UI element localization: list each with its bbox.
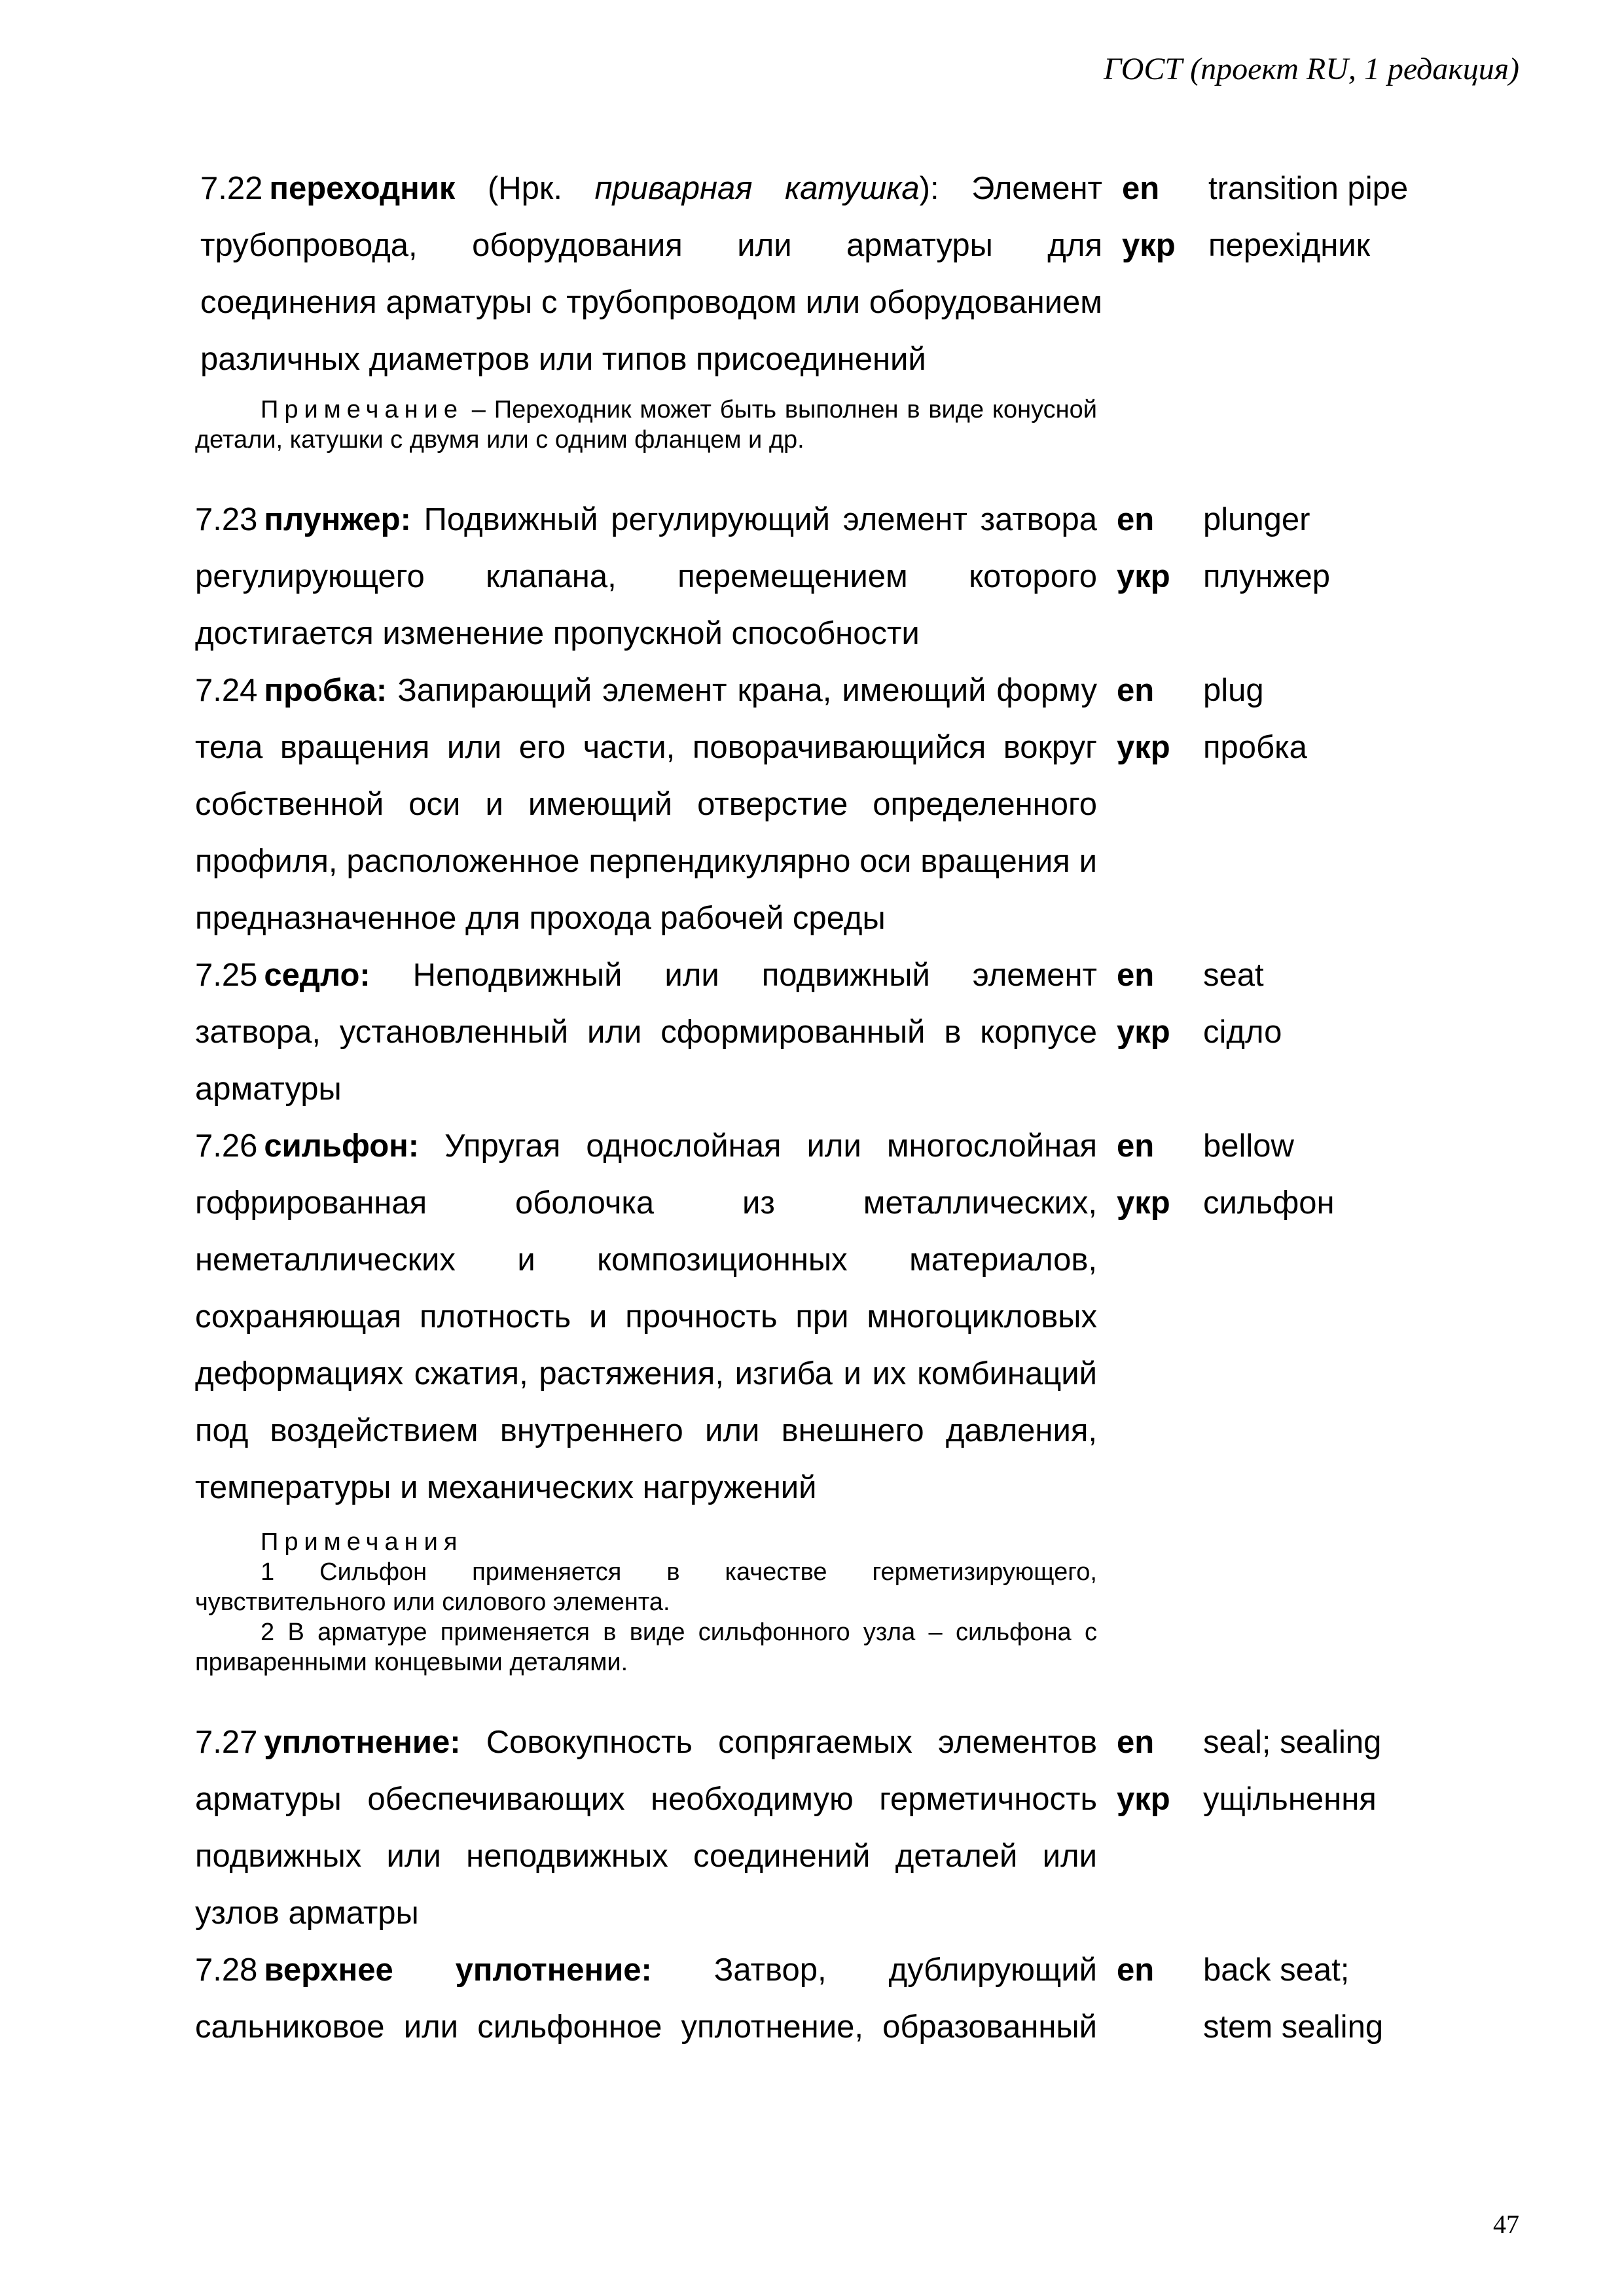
translation-ukr: плунжер [1203, 559, 1330, 594]
lang-en: en [1117, 1725, 1155, 1760]
page-number: 47 [1493, 2210, 1519, 2239]
translations [1208, 160, 1523, 388]
entry-definition-text: Неподвижный или подвижный элемент затвора, установленный или сформированный в корпусе арматуры [195, 958, 1097, 1107]
note-7-22 [195, 395, 1097, 455]
entry-7-23 [195, 492, 1530, 662]
translations [1203, 662, 1517, 947]
translations [1203, 1942, 1517, 2056]
lang-ukr: укр [1117, 1782, 1170, 1817]
entry-7-25 [195, 947, 1530, 1118]
entry-definition [195, 1714, 1097, 1942]
entry-definition-text: Элемент трубопровода, оборудования или арматуры для соединения арматуры с трубопроводом или оборудованием различных диаметров или типов присоединений [200, 171, 1103, 377]
lang-ukr: укр [1117, 559, 1170, 594]
lang-ukr: укр [1117, 730, 1170, 765]
entry-7-28 [195, 1942, 1530, 2056]
entry-definition [195, 1118, 1097, 1516]
translation-en: plunger [1203, 502, 1310, 537]
translation-ukr: ущільнення [1203, 1782, 1377, 1817]
entry-term: пробка: [264, 673, 388, 708]
entry-definition-text: Запирающий элемент крана, имеющий форму тела вращения или его части, поворачивающийся вокруг собственной оси и имеющий отверстие определенного профиля, расположенное перпендикулярно оси вращения и предназначенное для прохода рабочей среды [195, 673, 1097, 936]
lang-en: en [1117, 673, 1155, 708]
entry-number: 7.28 [195, 1952, 258, 1988]
lang-en: en [1117, 958, 1155, 993]
translation-en: back seat; [1203, 1952, 1350, 1988]
lang-codes [1122, 160, 1200, 388]
lang-codes [1117, 1942, 1195, 2056]
lang-en: en [1122, 171, 1160, 206]
entry-definition-text: Затвор, дублирующий сальниковое или сильфонное уплотнение, образованный [195, 1952, 1097, 2045]
translation-en: transition pipe [1208, 171, 1409, 206]
lang-ukr: укр [1117, 1185, 1170, 1221]
entry-7-22 [195, 160, 1530, 388]
entry-definition-text: Упругая однослойная или многослойная гофрированная оболочка из металлических, неметаллических и композиционных материалов, сохраняющая плотность и прочность при многоцикловых деформациях сжатия, растяжения, изгиба и их комбинаций под воздействием внутреннего или внешнего давления, температуры и механических нагружений [195, 1128, 1097, 1505]
document-body [195, 160, 1530, 2056]
entry-number: 7.23 [195, 502, 258, 537]
lang-en: en [1117, 1952, 1155, 1988]
entry-deprecated-term: приварная катушка [594, 171, 920, 206]
translation-en: plug [1203, 673, 1264, 708]
translation-ukr: сильфон [1203, 1185, 1335, 1221]
notes-7-26 [195, 1527, 1097, 1677]
translations [1203, 947, 1517, 1118]
entry-7-27 [195, 1714, 1530, 1942]
lang-ukr: укр [1122, 228, 1176, 263]
lang-codes [1117, 1714, 1195, 1942]
entry-definition [195, 492, 1097, 662]
translation-en: seal; sealing [1203, 1725, 1382, 1760]
translation-ukr: пробка [1203, 730, 1307, 765]
lang-en: en [1117, 502, 1155, 537]
entry-definition [195, 1942, 1097, 2056]
note-text: – Переходник может быть выполнен в виде конусной детали, катушки с двумя или с одним фланцем и др. [195, 396, 1097, 454]
note-label: Примечание [261, 396, 463, 423]
document-header: ГОСТ (проект RU, 1 редакция) [1104, 52, 1519, 86]
entry-number: 7.24 [195, 673, 258, 708]
entry-term: переходник [269, 171, 456, 206]
entry-7-26 [195, 1118, 1530, 1516]
entry-number: 7.26 [195, 1128, 258, 1164]
entry-paren-open: (Нрк. [455, 171, 595, 206]
translations [1203, 492, 1517, 662]
entry-definition [195, 160, 1102, 388]
entry-7-24 [195, 662, 1530, 947]
lang-en: en [1117, 1128, 1155, 1164]
translation-ukr: перехідник [1208, 228, 1371, 263]
translation-en-2: stem sealing [1203, 2009, 1384, 2045]
note-item-2: 2 В арматуре применяется в виде сильфонного узла – сильфона с приваренными концевыми деталями. [195, 1619, 1097, 1676]
lang-codes [1117, 947, 1195, 1118]
entry-definition-text: Подвижный регулирующий элемент затвора регулирующего клапана, перемещением которого достигается изменение пропускной способности [195, 502, 1097, 651]
entry-paren-close: ): [919, 171, 972, 206]
lang-codes [1117, 492, 1195, 662]
lang-codes [1117, 1118, 1195, 1516]
translation-ukr: сідло [1203, 1014, 1282, 1050]
entry-term: уплотнение: [264, 1725, 461, 1760]
entry-term: сильфон: [264, 1128, 420, 1164]
entry-term: плунжер: [264, 502, 411, 537]
entry-definition-text: Совокупность сопрягаемых элементов арматуры обеспечивающих необходимую герметичность подвижных или неподвижных соединений деталей или узлов арматры [195, 1725, 1097, 1931]
translation-en: bellow [1203, 1128, 1294, 1164]
entry-number: 7.27 [195, 1725, 258, 1760]
entry-number: 7.22 [200, 171, 263, 206]
lang-codes [1117, 662, 1195, 947]
entry-number: 7.25 [195, 958, 258, 993]
translations [1203, 1118, 1517, 1516]
entry-term: седло: [264, 958, 370, 993]
lang-ukr: укр [1117, 1014, 1170, 1050]
notes-label: Примечания [261, 1528, 463, 1556]
entry-definition [195, 947, 1097, 1118]
note-paragraph [195, 395, 1097, 455]
translation-en: seat [1203, 958, 1264, 993]
translations [1203, 1714, 1517, 1942]
note-item-1: 1 Сильфон применяется в качестве герметизирующего, чувствительного или силового элемента. [195, 1558, 1097, 1616]
entry-definition [195, 662, 1097, 947]
entry-term: верхнее уплотнение: [264, 1952, 652, 1988]
